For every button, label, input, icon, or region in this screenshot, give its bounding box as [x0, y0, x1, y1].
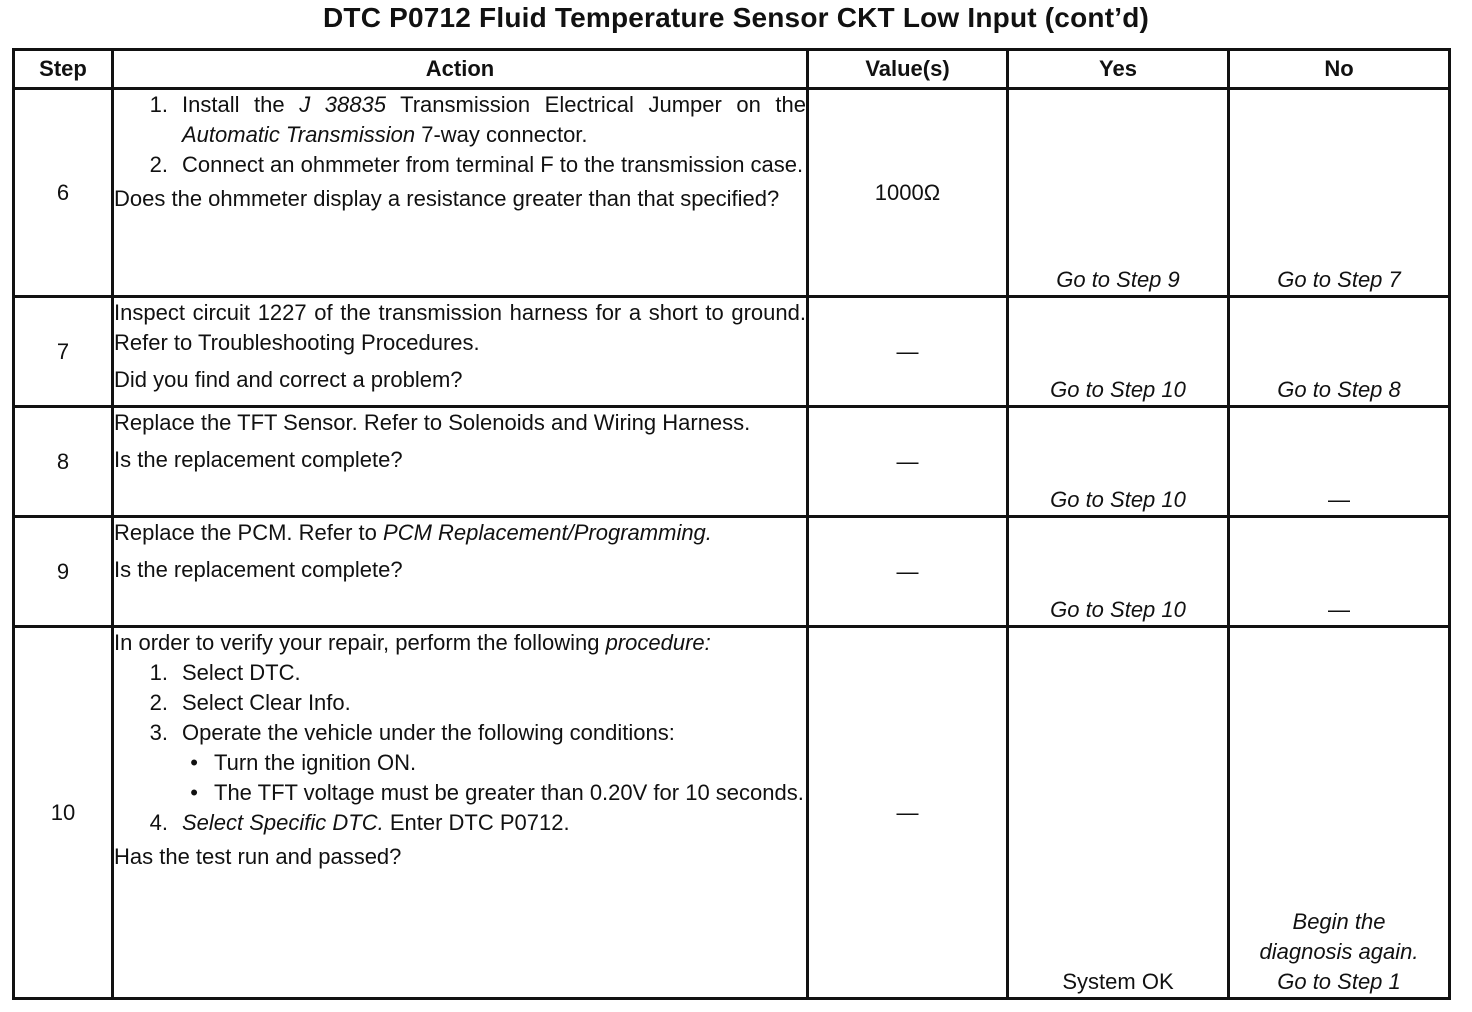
- text-segment: 7-way connector.: [415, 122, 588, 147]
- item-number: 1.: [149, 660, 168, 685]
- question-text: Is the replacement complete?: [114, 557, 403, 582]
- value-cell: 1000Ω: [808, 89, 1008, 297]
- diagnostic-table: [12, 48, 1451, 1000]
- yes-cell: System OK: [1008, 627, 1229, 999]
- item-number: 2.: [149, 690, 168, 715]
- item-number: 1.: [149, 92, 168, 117]
- header-no: No: [1229, 50, 1450, 89]
- no-cell: —: [1229, 407, 1450, 517]
- no-line: Begin the: [1292, 909, 1386, 934]
- table-row: [14, 297, 1450, 407]
- no-cell: —: [1229, 517, 1450, 627]
- yes-cell: Go to Step 10: [1008, 517, 1229, 627]
- text-segment: Enter DTC P0712.: [383, 810, 570, 835]
- value-cell: —: [808, 407, 1008, 517]
- table-row: [14, 517, 1450, 627]
- item-text: Connect an ohmmeter from terminal F to the transmission case.: [182, 152, 804, 177]
- bullet-icon: •: [190, 780, 198, 805]
- item-number: 2.: [149, 152, 168, 177]
- header-values: Value(s): [808, 50, 1008, 89]
- item-text: [182, 90, 806, 150]
- table-row: [14, 407, 1450, 517]
- numbered-item: [114, 718, 806, 748]
- step-number: 7: [14, 297, 113, 407]
- item-text: Select Clear Info.: [182, 690, 351, 715]
- no-line: diagnosis again.: [1259, 939, 1419, 964]
- no-line: Go to Step 1: [1277, 969, 1401, 994]
- yes-cell: Go to Step 9: [1008, 89, 1229, 297]
- action-text: Inspect circuit 1227 of the transmission harness for a short to ground. Refer to Troubleshooting Procedures.: [114, 300, 806, 355]
- action-cell: [113, 517, 808, 627]
- value-cell: —: [808, 297, 1008, 407]
- bullet-item: [114, 778, 806, 808]
- yes-cell: Go to Step 10: [1008, 407, 1229, 517]
- value-cell: —: [808, 517, 1008, 627]
- question-text: Does the ohmmeter display a resistance greater than that specified?: [114, 186, 780, 211]
- yes-cell: Go to Step 10: [1008, 297, 1229, 407]
- no-cell: Go to Step 8: [1229, 297, 1450, 407]
- step-number: 6: [14, 89, 113, 297]
- item-text: Operate the vehicle under the following conditions:: [182, 720, 675, 745]
- item-text: [182, 808, 806, 838]
- table-row: [14, 627, 1450, 999]
- header-yes: Yes: [1008, 50, 1229, 89]
- question-text: Has the test run and passed?: [114, 844, 402, 869]
- text-segment: Replace the PCM. Refer to: [114, 520, 384, 545]
- bullet-text: Turn the ignition ON.: [214, 750, 417, 775]
- tool-name: J 38835: [299, 92, 386, 117]
- procedure-reference: PCM Replacement/Programming.: [383, 520, 712, 545]
- action-text: Replace the TFT Sensor. Refer to Solenoids and Wiring Harness.: [114, 410, 751, 435]
- value-cell: —: [808, 627, 1008, 999]
- bullet-text: The TFT voltage must be greater than 0.20V for 10 seconds.: [214, 780, 804, 805]
- component-name: Automatic Transmission: [182, 122, 416, 147]
- table-row: [14, 89, 1450, 297]
- action-cell: [113, 407, 808, 517]
- page-title: DTC P0712 Fluid Temperature Sensor CKT Low Input (cont’d): [322, 2, 1150, 33]
- bullet-icon: •: [190, 750, 198, 775]
- numbered-item: [114, 688, 806, 718]
- header-action: Action: [113, 50, 808, 89]
- step-number: 9: [14, 517, 113, 627]
- no-cell: [1229, 627, 1450, 999]
- item-number: 3.: [149, 720, 168, 745]
- action-cell: [113, 297, 808, 407]
- text-segment: In order to verify your repair, perform the following: [114, 630, 606, 655]
- step-number: 10: [14, 627, 113, 999]
- numbered-item: [114, 658, 806, 688]
- text-segment: procedure:: [605, 630, 711, 655]
- numbered-item: [114, 808, 806, 838]
- text-segment: Install the: [182, 92, 300, 117]
- question-text: Is the replacement complete?: [114, 447, 403, 472]
- action-cell: [113, 627, 808, 999]
- action-cell: [113, 89, 808, 297]
- no-cell: Go to Step 7: [1229, 89, 1450, 297]
- step-number: 8: [14, 407, 113, 517]
- question-text: Did you find and correct a problem?: [114, 367, 463, 392]
- text-segment: Transmission Electrical Jumper on the: [385, 92, 806, 117]
- bullet-item: [114, 748, 806, 778]
- text-segment: Select Specific DTC.: [182, 810, 384, 835]
- item-text: Select DTC.: [182, 660, 301, 685]
- header-step: Step: [14, 50, 113, 89]
- numbered-item: [114, 150, 806, 180]
- numbered-item: [114, 90, 806, 150]
- item-number: 4.: [149, 810, 168, 835]
- header-row: [14, 50, 1450, 89]
- action-text: [114, 518, 806, 548]
- intro-text: [114, 628, 806, 658]
